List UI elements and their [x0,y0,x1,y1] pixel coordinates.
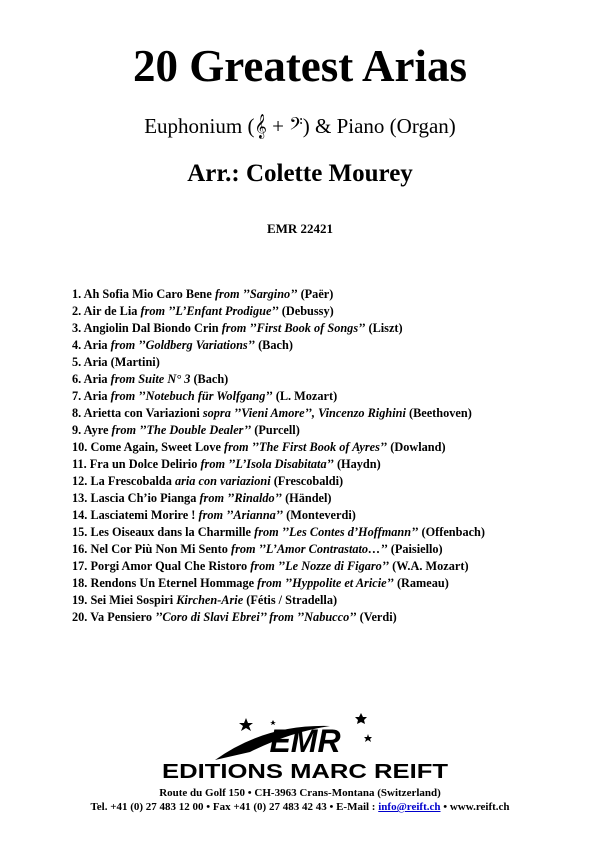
emr-logo [155,712,455,782]
aria-title: Aria [83,372,108,386]
aria-number: 13. [72,491,88,505]
aria-source: from ’’Arianna’’ [198,508,284,522]
aria-composer: (Frescobaldi) [273,474,344,488]
aria-item [72,320,572,337]
aria-item [72,541,572,558]
aria-number: 3. [72,321,82,335]
aria-number: 8. [72,406,82,420]
aria-number: 15. [72,525,88,539]
aria-number: 6. [72,372,82,386]
aria-source: from ’’L’Isola Disabitata’’ [200,457,334,471]
aria-title: Lasciatemi Morire ! [90,508,196,522]
aria-composer: (Fétis / Stradella) [246,593,338,607]
aria-item [72,405,572,422]
aria-title: Lascia Ch’io Pianga [90,491,197,505]
aria-composer: (L. Mozart) [275,389,338,403]
aria-number: 19. [72,593,88,607]
email-link[interactable]: info@reift.ch [378,801,441,813]
aria-number: 14. [72,508,88,522]
plus-sign: + [266,114,290,138]
publisher-name: EDITIONS MARC REIFT [162,761,448,782]
aria-number: 18. [72,576,88,590]
aria-title: Les Oiseaux dans la Charmille [90,525,252,539]
aria-title: Angiolin Dal Biondo Crin [83,321,219,335]
star-icon [239,718,253,731]
aria-list [72,286,572,626]
aria-number: 4. [72,338,82,352]
aria-title: Porgi Amor Qual Che Ristoro [90,559,248,573]
aria-number: 16. [72,542,88,556]
page-title: 20 Greatest Arias [132,41,468,91]
aria-composer: (Liszt) [368,321,403,335]
publisher-contact [0,800,600,814]
aria-number: 5. [72,355,82,369]
aria-source: from Suite N° 3 [110,372,191,386]
aria-item [72,575,572,592]
aria-item [72,609,572,626]
aria-composer: (Martini) [110,355,160,369]
catalog-number: EMR 22421 [266,221,334,236]
aria-item [72,524,572,541]
aria-item [72,592,572,609]
aria-composer: (Paisiello) [390,542,443,556]
aria-composer: (Rameau) [396,576,449,590]
aria-title: Ayre [83,423,109,437]
bass-clef-icon: 𝄢 [289,114,303,138]
aria-source: from ’’Les Contes d’Hoffmann’’ [254,525,419,539]
instrument-suffix: ) & Piano (Organ) [302,114,456,138]
aria-composer: (Händel) [285,491,332,505]
aria-source: from ’’The First Book of Ayres’’ [224,440,388,454]
aria-source: from ’’Sargino’’ [214,287,298,301]
aria-title: Air de Lia [83,304,138,318]
aria-number: 1. [72,287,82,301]
aria-number: 2. [72,304,82,318]
aria-item [72,371,572,388]
instrumentation [0,112,600,140]
publisher-address: Route du Golf 150 • CH-3963 Crans-Montana (Switzerland) [159,787,441,799]
aria-source: aria con variazioni [174,474,271,488]
aria-title: Sei Miei Sospiri [90,593,174,607]
aria-title: Arietta con Variazioni [83,406,200,420]
aria-source: from ’’Rinaldo’’ [199,491,282,505]
aria-title: Aria [83,389,108,403]
aria-composer: (Purcell) [254,423,300,437]
instrument-prefix: Euphonium ( [144,114,255,138]
aria-number: 11. [72,457,87,471]
aria-number: 12. [72,474,88,488]
aria-item [72,286,572,303]
contact-suffix: • www.reift.ch [440,801,510,813]
treble-clef-icon: 𝄞 [254,114,267,138]
aria-source: sopra ’’Vieni Amore’’, Vincenzo Righini [202,406,406,420]
aria-composer: (Paër) [300,287,334,301]
aria-composer: (Monteverdi) [286,508,356,522]
aria-source: from ’’L’Amor Contrastato…’’ [230,542,388,556]
aria-item [72,388,572,405]
aria-composer: (Haydn) [336,457,381,471]
arranger: Arr.: Colette Mourey [187,160,413,187]
aria-number: 10. [72,440,88,454]
aria-composer: (Verdi) [359,610,397,624]
aria-composer: (Bach) [258,338,293,352]
aria-source: from ’’Le Nozze di Figaro’’ [250,559,390,573]
aria-source: from ’’L’Enfant Prodigue’’ [140,304,279,318]
aria-composer: (Beethoven) [408,406,472,420]
contact-prefix: Tel. +41 (0) 27 483 12 00 • Fax +41 (0) 27 483 42 43 • E-Mail : [90,801,379,813]
aria-composer: (Dowland) [390,440,446,454]
aria-source: from ’’First Book of Songs’’ [221,321,366,335]
aria-source: from ’’The Double Dealer’’ [111,423,252,437]
aria-item [72,337,572,354]
aria-title: Fra un Dolce Delirio [89,457,198,471]
aria-item [72,558,572,575]
aria-title: Aria [83,338,108,352]
aria-title: La Frescobalda [90,474,172,488]
aria-item [72,303,572,320]
aria-number: 17. [72,559,88,573]
aria-composer: (Offenbach) [421,525,485,539]
aria-title: Aria [83,355,108,369]
aria-title: Rendons Un Eternel Hommage [90,576,255,590]
aria-item [72,422,572,439]
aria-composer: (Bach) [193,372,229,386]
aria-source: from ’’Hyppolite et Aricie’’ [257,576,394,590]
aria-number: 7. [72,389,82,403]
aria-title: Come Again, Sweet Love [90,440,221,454]
aria-title: Va Pensiero [90,610,153,624]
aria-item [72,473,572,490]
aria-number: 20. [72,610,88,624]
aria-item [72,507,572,524]
aria-item [72,456,572,473]
aria-number: 9. [72,423,82,437]
logo-text: EMR [269,723,341,759]
aria-item [72,354,572,371]
aria-source: from ’’Notebuch für Wolfgang’’ [110,389,273,403]
aria-item [72,490,572,507]
aria-title: Nel Cor Più Non Mi Sento [90,542,228,556]
star-icon [364,734,372,742]
aria-source: Kirchen-Arie [176,593,244,607]
aria-composer: (W.A. Mozart) [392,559,469,573]
aria-composer: (Debussy) [281,304,334,318]
star-icon [355,713,367,724]
aria-title: Ah Sofia Mio Caro Bene [83,287,212,301]
aria-item [72,439,572,456]
aria-source: ’’Coro di Slavi Ebrei’’ from ’’Nabucco’’ [155,610,357,624]
aria-source: from ’’Goldberg Variations’’ [110,338,255,352]
